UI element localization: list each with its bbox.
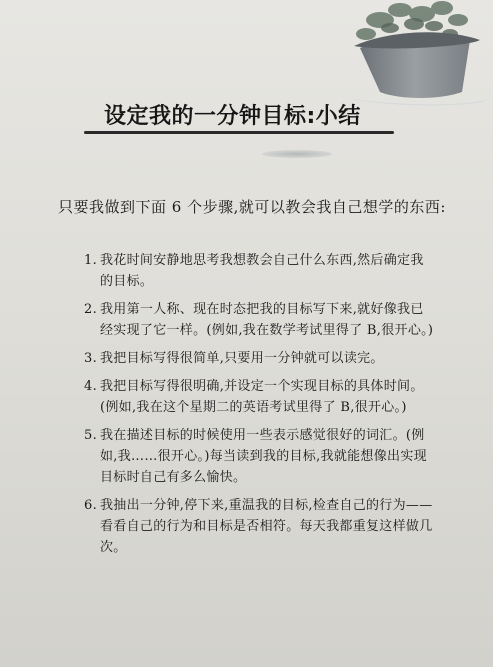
step-number: 1. [84, 253, 98, 268]
step-number: 6. [84, 498, 98, 513]
step-item-4 [84, 376, 434, 418]
step-number: 3. [84, 351, 98, 366]
steps-list [84, 250, 434, 565]
step-item-2 [84, 299, 434, 341]
step-item-1 [84, 250, 434, 292]
step-text: 我用第一人称、现在时态把我的目标写下来,就好像我已经实现了它一样。(例如,我在数学考试里得了 B,很开心。) [100, 302, 434, 338]
step-text: 我把目标写得很明确,并设定一个实现目标的具体时间。(例如,我在这个星期二的英语考试里得了 B,很开心。) [100, 379, 424, 415]
step-text: 我抽出一分钟,停下来,重温我的目标,检查自己的行为——看看自己的行为和目标是否相符。每天我都重复这样做几次。 [100, 498, 433, 555]
intro-paragraph: 只要我做到下面 6 个步骤,就可以教会我自己想学的东西: [58, 198, 446, 216]
step-text: 我花时间安静地思考我想教会自己什么东西,然后确定我的目标。 [100, 253, 424, 289]
step-number: 2. [84, 302, 98, 317]
title-decoration [262, 150, 332, 158]
step-item-5 [84, 425, 434, 488]
title-underline [84, 131, 394, 134]
step-item-3 [84, 348, 434, 369]
hat-with-leaves-icon [330, 0, 490, 110]
step-text: 我在描述目标的时候使用一些表示感觉很好的词汇。(例如,我……很开心。)每当读到我的目标,我就能想像出实现目标时自己有多么愉快。 [100, 428, 427, 485]
step-item-6 [84, 495, 434, 558]
step-number: 4. [84, 379, 98, 394]
step-text: 我把目标写得很简单,只要用一分钟就可以读完。 [100, 351, 384, 366]
page-title: 设定我的一分钟目标:小结 [104, 104, 361, 129]
step-number: 5. [84, 428, 98, 443]
